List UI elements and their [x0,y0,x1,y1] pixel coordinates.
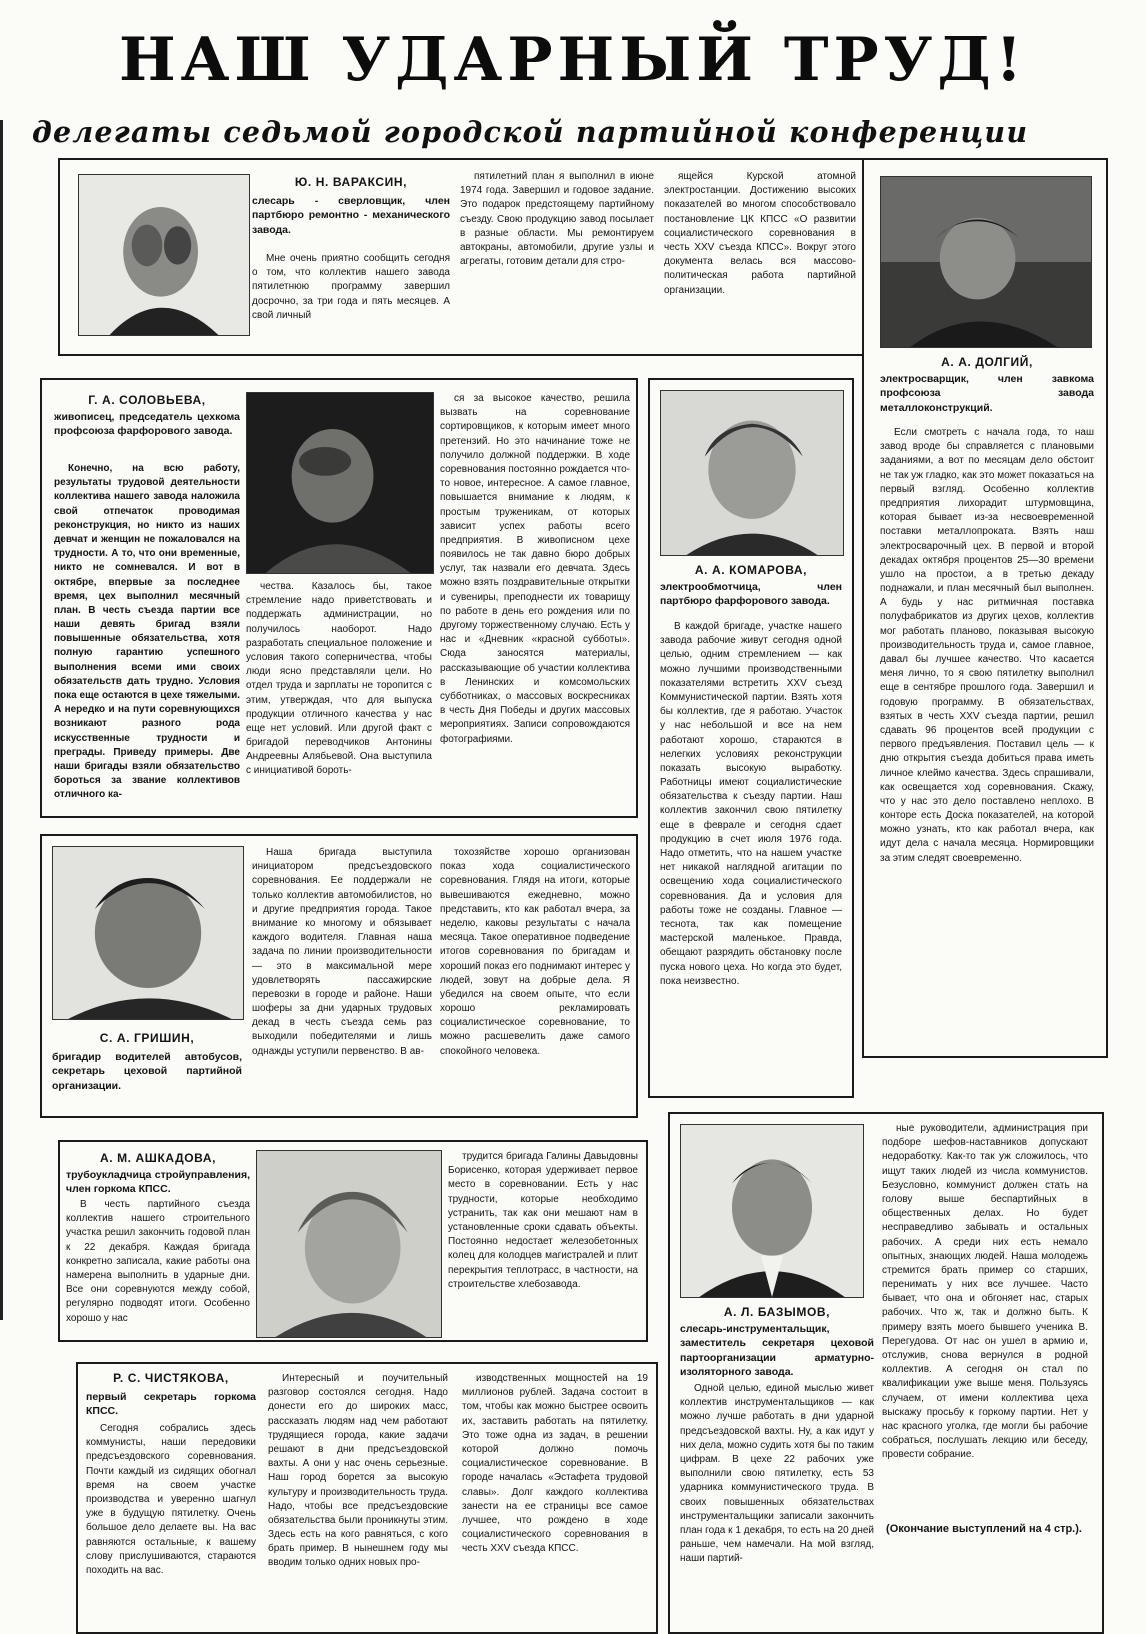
article-column: пятилетний план я выполнил в июне 1974 года. Завершил и годовое задание. Это подарок предстоящему партийному съезду. Свою продукцию завод посылает в разные области. Мы ремонтируем автокраны, автомобили, другие узлы и агрегаты, готовим детали для стро- [460,171,654,268]
article-varaksin [58,158,864,356]
portrait-photo-grishin [52,846,244,1020]
portrait-photo-bazymov [680,1124,864,1298]
author-position: электрообмотчица, член партбюро фарфорового завода. [660,581,842,608]
author-name: А. А. КОМАРОВА, [694,563,808,577]
author-position: бригадир водителей автобусов, секретарь цеховой партийной организации. [52,1051,242,1092]
left-rule [0,120,3,1320]
author-position: трубоукладчица стройуправления, член горкома КПСС. [66,1169,250,1196]
article-column: трудится бригада Галины Давыдовны Борисенко, которая удерживает первое место в соревновании. Есть у нас трудности, которые необходимо устранить, так как они мешают нам в установленные сроки сдавать объекты. Постоянно недостает железобетонных колец для колодцев магистралей и плит перекрытия теплотрасс, в частности, на строительстве хлебозавода. [448,1151,638,1290]
article-column: Мне очень приятно сообщить сегодня о том, что коллектив нашего завода пятилетнюю программу завершил досрочно, за три года и пять месяцев. А свой личный [252,253,450,321]
article-column: Наша бригада выступила инициатором предсъездовского соревнования. Ее поддержали не только коллектив автомобилистов, но и другие предприятия города. Такое внимание ко многому и обязывает каждого водителя. Главная наша задача по линии производительности — это в максимальной мере удовлетворять пассажирские перевозки в городе и районе. Наши шоферы за дни ударных трудовых декад в честь съезда семь раз выходили победителями и лишь однажды уступили первенство. В ав- [252,847,432,1057]
page-subheadline: делегаты седьмой городской партийной конференции [32,115,1029,149]
author-name: А. А. ДОЛГИЙ, [941,355,1033,369]
author-position: живописец, председатель цехкома профсоюза фарфорового завода. [54,411,240,438]
author-name: С. А. ГРИШИН, [99,1031,195,1045]
portrait-photo-dolgiy [880,176,1092,348]
article-soloveva [40,378,638,818]
article-column: Одной целью, единой мыслью живет коллектив инструментальщиков — как можно лучше работать в дни ударной предсъездовской вахты. Ну, а как идут у них дела, можно судить хотя бы по таким цифрам. В цехе 22 рабочих уже выполнили свою пятилетку, есть 53 ударника коммунистического труда. В своих повышенных обязательствах инструментальщики записали закончить план года к 1 декабря, то есть на 20 дней раньше, чем намечали. На мой взгляд, наши партий- [680,1383,874,1565]
article-dolgiy [862,158,1108,1058]
article-column: Конечно, на всю работу, результаты трудовой деятельности коллектива нашего завода наложила свой отпечаток проводимая реконструкция, но никто из наших девчат и женщин не пожаловался на трудности. А то, что они временные, никто не сомневался. И вот в октябре, впервые за последнее время, цех выполнил месячный план. В честь съезда партии все наши девять бригад взяли повышенные обязательства, хотя полную гарантию успешного выполнения всеми ими своих обязательств дать трудно. Условия пока еще остаются в цехе тяжелыми. А нередко и на пути соревнующихся возникают разного рода искусственные трудности и преграды. Приведу примеры. Две наши бригады взяли обязательство бороться за звание коллективов отличного ка- [54,463,240,801]
article-column: ные руководители, администрация при подборе шефов-наставников допускают недоработку. Как-то так уж сложилось, что ищут таких людей из числа коммунистов. Безусловно, коммунист должен стать на голову выше беспартийных в общественных делах. Но будет несправедливо забывать и остальных рабочих. А среди них есть немало опытных, знающих людей. Наша молодежь стремится брать пример со старших, перенимать у них все лучшее. Часто бывает, что она и обгоняет нас, старых рабочих. Что ж, так и должно быть. К примеру взять моего бывшего ученика В. Перегудова. От нас он ушел в армию и, отслужив, снова вернулся в родной коллектив. А сегодня он стал по квалификации уже выше меня. Пользуясь случаем, от имени коллектива цеха выскажу просьбу к горкому партии. Нет у нас красного уголка, где могли бы рабочие собраться, послушать лекцию или беседу, провести собрание. [882,1123,1088,1461]
article-bazymov [668,1112,1104,1634]
article-grishin [40,834,638,1118]
article-column: В честь партийного съезда коллектив нашего строительного участка решил закончить годовой план к 22 декабря. Каждая бригада конкретно записала, какие работы она намерена выполнить в ударные дни. Все они соревнуются между собой, регулярно подводят итоги. Особенно хорошо у нас [66,1199,250,1324]
article-komarova [648,378,854,1098]
author-name: Г. А. СОЛОВЬЕВА, [88,393,206,407]
article-column: Если смотреть с начала года, то наш завод вроде бы справляется с плановыми заданиями, а вот по месяцам дело обстоит не так уж гладко, как это может показаться на первый взгляд. Особенно коллектив предприятия лихорадит штурмовщина, которая бывает из-за несвоевременной поставки металлопроката. Взять наш электросварочный цех. В первой и второй декадах октября процентов 25—30 времени ушло на простои, а в третью декаду поднажали, и план месячный был выполнен. А будь у нас ритмичная поставка полуфабрикатов из других цехов, коллектив мог работать планово, показывая высокую производительность труда и, самое главное, давал бы лучшее качество. Что касается меня лично, то я свою пятилетку выполнил еще в сентябре прошлого года. Завершил и годовую программу. В обязательствах, взятых в честь XXV съезда партии, решил сдавать 96 процентов всей продукции с первого предъявления. Поставил цель — к дню открытия съезда добиться права иметь личное клеймо качества. Здесь спрашивали, как освещается ход соревнования. Скажу, что у нас это дело поставлено неплохо. В конторе есть Доска показателей, на которой можно узнать, кто как работал вчера, как идут дела с начала месяца. Нормировщики за этим следят своевременно. [880,427,1094,864]
page-headline: НАШ УДАРНЫЙ ТРУД! [118,25,1028,95]
article-ashkadova [58,1140,648,1342]
portrait-photo-komarova [660,390,844,556]
article-column: ся за высокое качество, решила вызвать на соревнование сортировщиков, к которым имеет много претензий. Но это начинание тоже не получило должной поддержки. В ходе соревнования постоянно рождается что-то новое, интересное. А самое главное, повышается внимание к людям, к простым труженикам, от которых зависит успех работы всего предприятия. В живописном цехе появилось не так давно бюро добрых услуг, так назвали его девчата. Здесь можно взять поздравительные открытки и сувениры, преподнести их товарищу по работе в день его рождения или по другому торжественному случаю. Есть у нас и «Дневник «красной субботы». Сюда заносятся материалы, рассказывающие об участии коллектива в Ленинских и комсомольских субботниках, о массовых воскресниках в честь Дня Победы и других массовых мероприятиях. Записи сопровождаются фотографиями. [440,393,630,745]
portrait-photo-varaksin [78,174,250,336]
author-name: А. М. АШКАДОВА, [99,1151,217,1165]
article-column: чества. Казалось бы, такое стремление надо приветствовать и поддержать администрации, но получилось наоборот. Надо разработать специальное положение и условия такого соперничества, чтобы люди ясно представляли цели. Но отдел труда и зарплаты не торопится с этим, утверждая, что для выпуска продукции отличного качества у нас еще нет условий. Или другой факт с бригадой переводчиков Антонины Андреевны Алябьевой. Она выступила с инициативой бороть- [246,581,432,777]
author-position: слесарь-инструментальщик, заместитель секретаря цеховой партоорганизации арматурно-изоляторного завода. [680,1323,874,1379]
author-name: Ю. Н. ВАРАКСИН, [294,175,408,189]
author-name: А. Л. БАЗЫМОВ, [723,1305,831,1319]
portrait-photo-ashkadova [256,1150,442,1338]
article-column: ящейся Курской атомной электростанции. Достижению высоких показателей во многом способствовало постановление ЦК КПСС «О развитии социалистического соревнования в честь XXV съезда КПСС». Вокруг этого документа велась вся массово-политическая работа партийной организации. [664,171,856,296]
author-position: слесарь - сверловщик, член партбюро ремонтно - механического завода. [252,195,450,236]
portrait-photo-soloveva [246,392,434,574]
author-position: электросварщик, член завкома профсоюза завода металлоконструкций. [880,373,1094,414]
author-position: первый секретарь горкома КПСС. [86,1391,256,1418]
continuation-note: (Окончание выступлений на 4 стр.). [886,1523,1082,1535]
article-column: В каждой бригаде, участке нашего завода рабочие живут сегодня одной целью, одним стремлением — как можно лучшими производственными показателями встретить XXV съезд Коммунистической партии. Взять хотя бы коллектив, где я работаю. Участок у нас небольшой и все на нем работают хорошо, стараются в нелегких условиях реконструкции показать высокую выработку. Работницы имеют социалистические обязательства к съезду партии. Наш коллектив закончил свою пятилетку еще в феврале и сегодня сдает продукцию в счет июля 1976 года. Надо отметить, что на нашем участке нет никакой наглядной агитации по освещению хода социалистического соревнования. Да и условия для работы тоже не созданы. Главное —теснота, так как помещение мастерской маленькое. Правда, обещают разрядить обстановку после пуска нового цеха. Но когда это будет, пока неизвестно. [660,621,842,987]
article-column: тохозяйстве хорошо организован показ хода социалистического соревнования. Глядя на итоги, которые вывешиваются ежедневно, можно представить, кто как работал вчера, за неделю, каковы результаты с начала месяца. Такое оперативное подведение итогов соревнования по бригадам и хороший показ его поднимают интерес у людей, зовут на добрые дела. Я убедился на своем опыте, что если хорошо рекламировать социалистическое соревнование, то можно расшевелить даже самого спокойного человека. [440,847,630,1057]
article-column: Интересный и поучительный разговор состоялся сегодня. Надо донести его до широких масс, рассказать людям над чем работают трудящиеся города, какие задачи решают в дни предсъездовской вахты. А они у нас очень серьезные. Наш город борется за высокую культуру и производительность труда. Надо, чтобы все предсъездовские обязательства были проникнуты этим. Здесь есть на кого равняться, с кого брать пример. В нынешнем году мы вводим только одних новых про- [268,1373,448,1569]
article-chistyakova [76,1362,658,1634]
article-column: Сегодня собрались здесь коммунисты, наши передовики предсъездовского соревнования. Почти каждый из сидящих обогнал время на своем участке производства и уверенно шагнул уже в будущую пятилетку. Очень большое дело делаете вы. На вас равняются остальные, к вашему слову прислушиваются, стараются походить на вас. [86,1423,256,1576]
author-name: Р. С. ЧИСТЯКОВА, [113,1371,229,1385]
article-column: изводственных мощностей на 19 миллионов рублей. Задача состоит в том, чтобы как можно быстрее освоить их, заставить работать на пятилетку. Это тоже одна из задач, в решении которой должно помочь социалистическое соревнование. В городе началась «Эстафета трудовой славы». Долг каждого коллектива занести на ее страницы все самое лучшее, что рождено в ходе социалистического соревнования в честь XXV съезда КПСС. [462,1373,648,1555]
